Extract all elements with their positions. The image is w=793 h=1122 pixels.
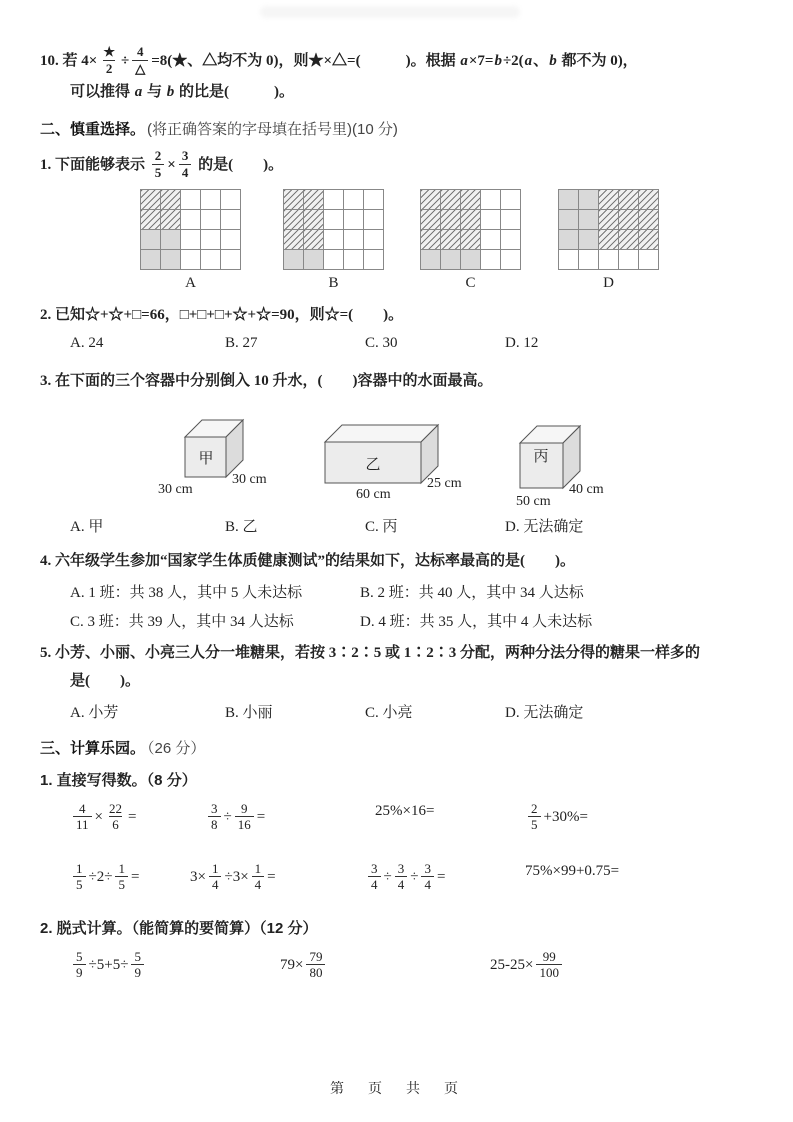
- grid-cell: [559, 250, 579, 270]
- grid-cell: [364, 210, 384, 230]
- fraction: $\frac{4}{\triangle}$: [132, 45, 148, 75]
- question-4-text: [40, 549, 756, 573]
- fraction: $\frac{3}{4}$: [421, 862, 434, 892]
- fraction: $\frac{99}{100}$: [536, 950, 562, 980]
- fraction: $\frac{5}{9}$: [131, 950, 144, 980]
- grid-cell: [161, 190, 181, 210]
- fraction: $\frac{2}{5}$: [528, 802, 541, 832]
- grid-cell: [639, 190, 659, 210]
- expression-2-3: $\frac{3}{4}$ ÷ $\frac{3}{4}$ ÷ $\frac{3}{4}$ =: [365, 863, 445, 893]
- option-2-d: D. 12: [505, 334, 539, 351]
- grid-cell: [304, 230, 324, 250]
- grid-cell: [481, 230, 501, 250]
- grid-cell: [619, 250, 639, 270]
- box-bing-label: 丙: [533, 448, 549, 465]
- grid-cell: [324, 230, 344, 250]
- calc-1-row-2: [40, 859, 756, 913]
- fraction: $\frac{79}{80}$: [306, 950, 325, 980]
- grid-cell: [421, 250, 441, 270]
- option-4-d: D. 4 班：共 35 人，其中 4 人未达标: [360, 613, 593, 630]
- grid-c-label: C: [465, 274, 476, 291]
- grid-cell: [441, 190, 461, 210]
- question-1-text: 1. 下面能够表示 $\frac{2}{5}$ × $\frac{3}{4}$ 的是( )。: [40, 148, 284, 180]
- expression-2-1: $\frac{1}{5}$ ÷2÷ $\frac{1}{5}$ =: [70, 863, 139, 893]
- grid-cell: [461, 250, 481, 270]
- grid-cell: [501, 250, 521, 270]
- grid-cell: [221, 190, 241, 210]
- section-3-note: （26 分）: [147, 739, 206, 757]
- option-5-a: A. 小芳: [70, 704, 119, 721]
- fraction: $\frac{2}{5}$: [152, 149, 165, 179]
- grid-cell: [161, 230, 181, 250]
- option-2-a: A. 24: [70, 334, 104, 351]
- grid-d: [558, 189, 659, 270]
- grid-cell: [344, 250, 364, 270]
- grid-c: [420, 189, 521, 270]
- question-5-line2-span: 是( )。: [70, 672, 140, 689]
- grid-cell: [161, 250, 181, 270]
- grid-cell: [599, 190, 619, 210]
- box-bing-bottom-dim: 50 cm: [516, 493, 551, 509]
- grid-cell: [181, 210, 201, 230]
- grid-cell: [324, 250, 344, 270]
- grid-figure-a: [140, 189, 241, 292]
- fraction: $\frac{9}{16}$: [235, 802, 254, 832]
- grid-cell: [221, 210, 241, 230]
- grid-cell: [324, 210, 344, 230]
- box-yi-label: 乙: [365, 456, 381, 473]
- fraction: $\frac{4}{11}$: [73, 802, 92, 832]
- grid-cell: [579, 250, 599, 270]
- grid-cell: [579, 230, 599, 250]
- fraction: $\frac{1}{5}$: [115, 862, 128, 892]
- grid-cell: [344, 190, 364, 210]
- grid-cell: [481, 210, 501, 230]
- question-5-options: [40, 701, 756, 725]
- grid-cell: [421, 210, 441, 230]
- section-3-title: 三、计算乐园。: [40, 739, 146, 757]
- fraction: $\frac{3}{4}$: [395, 862, 408, 892]
- option-3-a: A. 甲: [70, 518, 104, 535]
- grid-cell: [344, 230, 364, 250]
- grid-cell: [461, 190, 481, 210]
- grid-cell: [181, 250, 201, 270]
- grid-cell: [619, 230, 639, 250]
- option-2-b: B. 27: [225, 334, 258, 351]
- option-4-b: B. 2 班：共 40 人，其中 34 人达标: [360, 584, 584, 601]
- fraction: $\frac{1}{5}$: [73, 862, 86, 892]
- option-3-c: C. 丙: [365, 518, 398, 535]
- grid-cell: [141, 190, 161, 210]
- grid-cell: [221, 250, 241, 270]
- box-jia-bottom-dim: 30 cm: [158, 481, 193, 497]
- question-1-grid-figures: [40, 185, 756, 293]
- grid-cell: [221, 230, 241, 250]
- grid-b: [283, 189, 384, 270]
- grid-cell: [201, 250, 221, 270]
- grid-cell: [181, 190, 201, 210]
- grid-cell: [481, 250, 501, 270]
- grid-cell: [441, 230, 461, 250]
- question-5-line2: [70, 669, 756, 693]
- grid-figure-d: [558, 189, 659, 292]
- expression-2-2: 3× $\frac{1}{4}$ ÷3× $\frac{1}{4}$ =: [190, 860, 276, 893]
- grid-cell: [461, 210, 481, 230]
- grid-cell: [441, 250, 461, 270]
- expression-1-1: $\frac{4}{11}$ × $\frac{22}{6}$ =: [70, 803, 136, 833]
- fraction: $\frac{3}{4}$: [368, 862, 381, 892]
- expression-3-1: $\frac{5}{9}$ ÷5+5÷ $\frac{5}{9}$: [70, 951, 147, 981]
- grid-cell: [639, 250, 659, 270]
- grid-cell: [441, 210, 461, 230]
- grid-cell: [141, 230, 161, 250]
- paper-content: [40, 46, 756, 1009]
- question-4-options: [40, 581, 756, 635]
- grid-cell: [364, 230, 384, 250]
- fraction: $\frac{1}{4}$: [209, 862, 222, 892]
- box-yi-top: [325, 425, 438, 442]
- expression-3-2: 79× $\frac{79}{80}$: [280, 951, 328, 981]
- grid-cell: [559, 190, 579, 210]
- question-3-options: [40, 515, 756, 539]
- question-3-text-span: 3. 在下面的三个容器中分别倒入 10 升水，( )容器中的水面最高。: [40, 372, 493, 389]
- container-figure-svg: [148, 395, 668, 515]
- calc-2-row: [40, 947, 756, 1009]
- grid-cell: [461, 230, 481, 250]
- expression-1-2: $\frac{3}{8}$ ÷ $\frac{9}{16}$ =: [205, 803, 265, 833]
- question-5-line1: [40, 641, 756, 665]
- grid-cell: [559, 210, 579, 230]
- question-5-line1-span: 5. 小芳、小丽、小亮三人分一堆糖果，若按 3∶2∶5 或 1∶2∶3 分配，两种分法分得的糖果一样多的: [40, 644, 701, 661]
- option-3-d: D. 无法确定: [505, 518, 584, 535]
- grid-cell: [141, 210, 161, 230]
- grid-cell: [501, 190, 521, 210]
- expression-2-4: 75%×99+0.75=: [525, 862, 620, 879]
- grid-cell: [599, 230, 619, 250]
- grid-cell: [201, 210, 221, 230]
- section-2-note: (将正确答案的字母填在括号里)(10 分): [147, 121, 398, 139]
- question-10-line1: 10. 若 4× $\frac{★}{2}$ ÷ $\frac{4}{\triangle}$ =8(★、△均不为 0)，则★×△=( )。根据 a ×7= b ÷2( a 、 b 都不为 0)，: [40, 44, 638, 76]
- grid-cell: [579, 210, 599, 230]
- grid-cell: [284, 250, 304, 270]
- option-3-b: B. 乙: [225, 518, 258, 535]
- grid-cell: [421, 190, 441, 210]
- container-yi: [325, 425, 462, 502]
- grid-cell: [201, 190, 221, 210]
- fraction: $\frac{3}{4}$: [179, 149, 192, 179]
- calc-2-title: 2. 脱式计算。（能简算的要简算）（12 分）: [40, 919, 318, 937]
- option-4-c: C. 3 班：共 39 人，其中 34 人达标: [70, 613, 294, 630]
- question-3-container-figures: [148, 395, 756, 515]
- grid-d-label: D: [603, 274, 614, 291]
- option-5-d: D. 无法确定: [505, 704, 584, 721]
- grid-cell: [501, 230, 521, 250]
- box-jia-label: 甲: [198, 450, 214, 467]
- grid-cell: [141, 250, 161, 270]
- grid-cell: [501, 210, 521, 230]
- section-2-heading: [40, 118, 756, 142]
- grid-a-label: A: [185, 274, 196, 291]
- expression-3-3: 25-25× $\frac{99}{100}$: [490, 951, 565, 981]
- grid-cell: [201, 230, 221, 250]
- question-3-text: [40, 369, 756, 393]
- grid-cell: [364, 250, 384, 270]
- option-5-c: C. 小亮: [365, 704, 413, 721]
- grid-cell: [304, 190, 324, 210]
- grid-cell: [599, 210, 619, 230]
- fraction: $\frac{3}{8}$: [208, 802, 221, 832]
- grid-cell: [161, 210, 181, 230]
- box-jia-side-dim: 30 cm: [232, 471, 267, 487]
- fraction: $\frac{★}{2}$: [103, 44, 115, 76]
- grid-b-label: B: [328, 274, 339, 291]
- grid-cell: [324, 190, 344, 210]
- option-4-a: A. 1 班：共 38 人，其中 5 人未达标: [70, 584, 303, 601]
- scan-artifact: [260, 6, 520, 18]
- grid-cell: [304, 210, 324, 230]
- question-4-text-span: 4. 六年级学生参加“国家学生体质健康测试”的结果如下，达标率最高的是( )。: [40, 552, 575, 569]
- grid-figure-c: [420, 189, 521, 292]
- section-2-title: 二、慎重选择。: [40, 121, 146, 139]
- container-bing: [516, 426, 604, 509]
- grid-cell: [284, 190, 304, 210]
- expression-1-4: $\frac{2}{5}$ +30%=: [525, 803, 588, 833]
- fraction: $\frac{22}{6}$: [109, 800, 122, 833]
- grid-cell: [181, 230, 201, 250]
- grid-cell: [639, 230, 659, 250]
- grid-cell: [304, 250, 324, 270]
- grid-cell: [619, 210, 639, 230]
- container-jia: [158, 420, 267, 497]
- grid-cell: [481, 190, 501, 210]
- grid-cell: [284, 230, 304, 250]
- grid-cell: [364, 190, 384, 210]
- calc-1-title: 1. 直接写得数。（8 分）: [40, 771, 197, 789]
- expression-1-3: 25%×16=: [375, 802, 435, 819]
- grid-cell: [579, 190, 599, 210]
- grid-figure-b: [283, 189, 384, 292]
- fraction: $\frac{1}{4}$: [252, 862, 265, 892]
- section-3-heading: [40, 737, 756, 761]
- box-yi-bottom-dim: 60 cm: [356, 486, 391, 502]
- option-2-c: C. 30: [365, 334, 398, 351]
- fraction: $\frac{5}{9}$: [73, 950, 86, 980]
- question-2-text: [40, 303, 756, 327]
- grid-a: [140, 189, 241, 270]
- page-footer: 第 页 共 页: [330, 1080, 463, 1096]
- box-bing-side-dim: 40 cm: [569, 481, 604, 497]
- grid-cell: [559, 230, 579, 250]
- grid-cell: [599, 250, 619, 270]
- grid-cell: [639, 210, 659, 230]
- option-5-b: B. 小丽: [225, 704, 273, 721]
- grid-cell: [619, 190, 639, 210]
- grid-cell: [284, 210, 304, 230]
- grid-cell: [421, 230, 441, 250]
- grid-cell: [344, 210, 364, 230]
- question-10-line2: 可以推得 a 与 b 的比是( )。: [70, 84, 295, 101]
- question-2-options: [40, 335, 756, 359]
- box-yi-side-dim: 25 cm: [427, 475, 462, 491]
- calc-1-row-1: [40, 799, 756, 853]
- question-2-text-span: 2. 已知☆+☆+□=66，□+□+□+☆+☆=90，则☆=( )。: [40, 306, 404, 323]
